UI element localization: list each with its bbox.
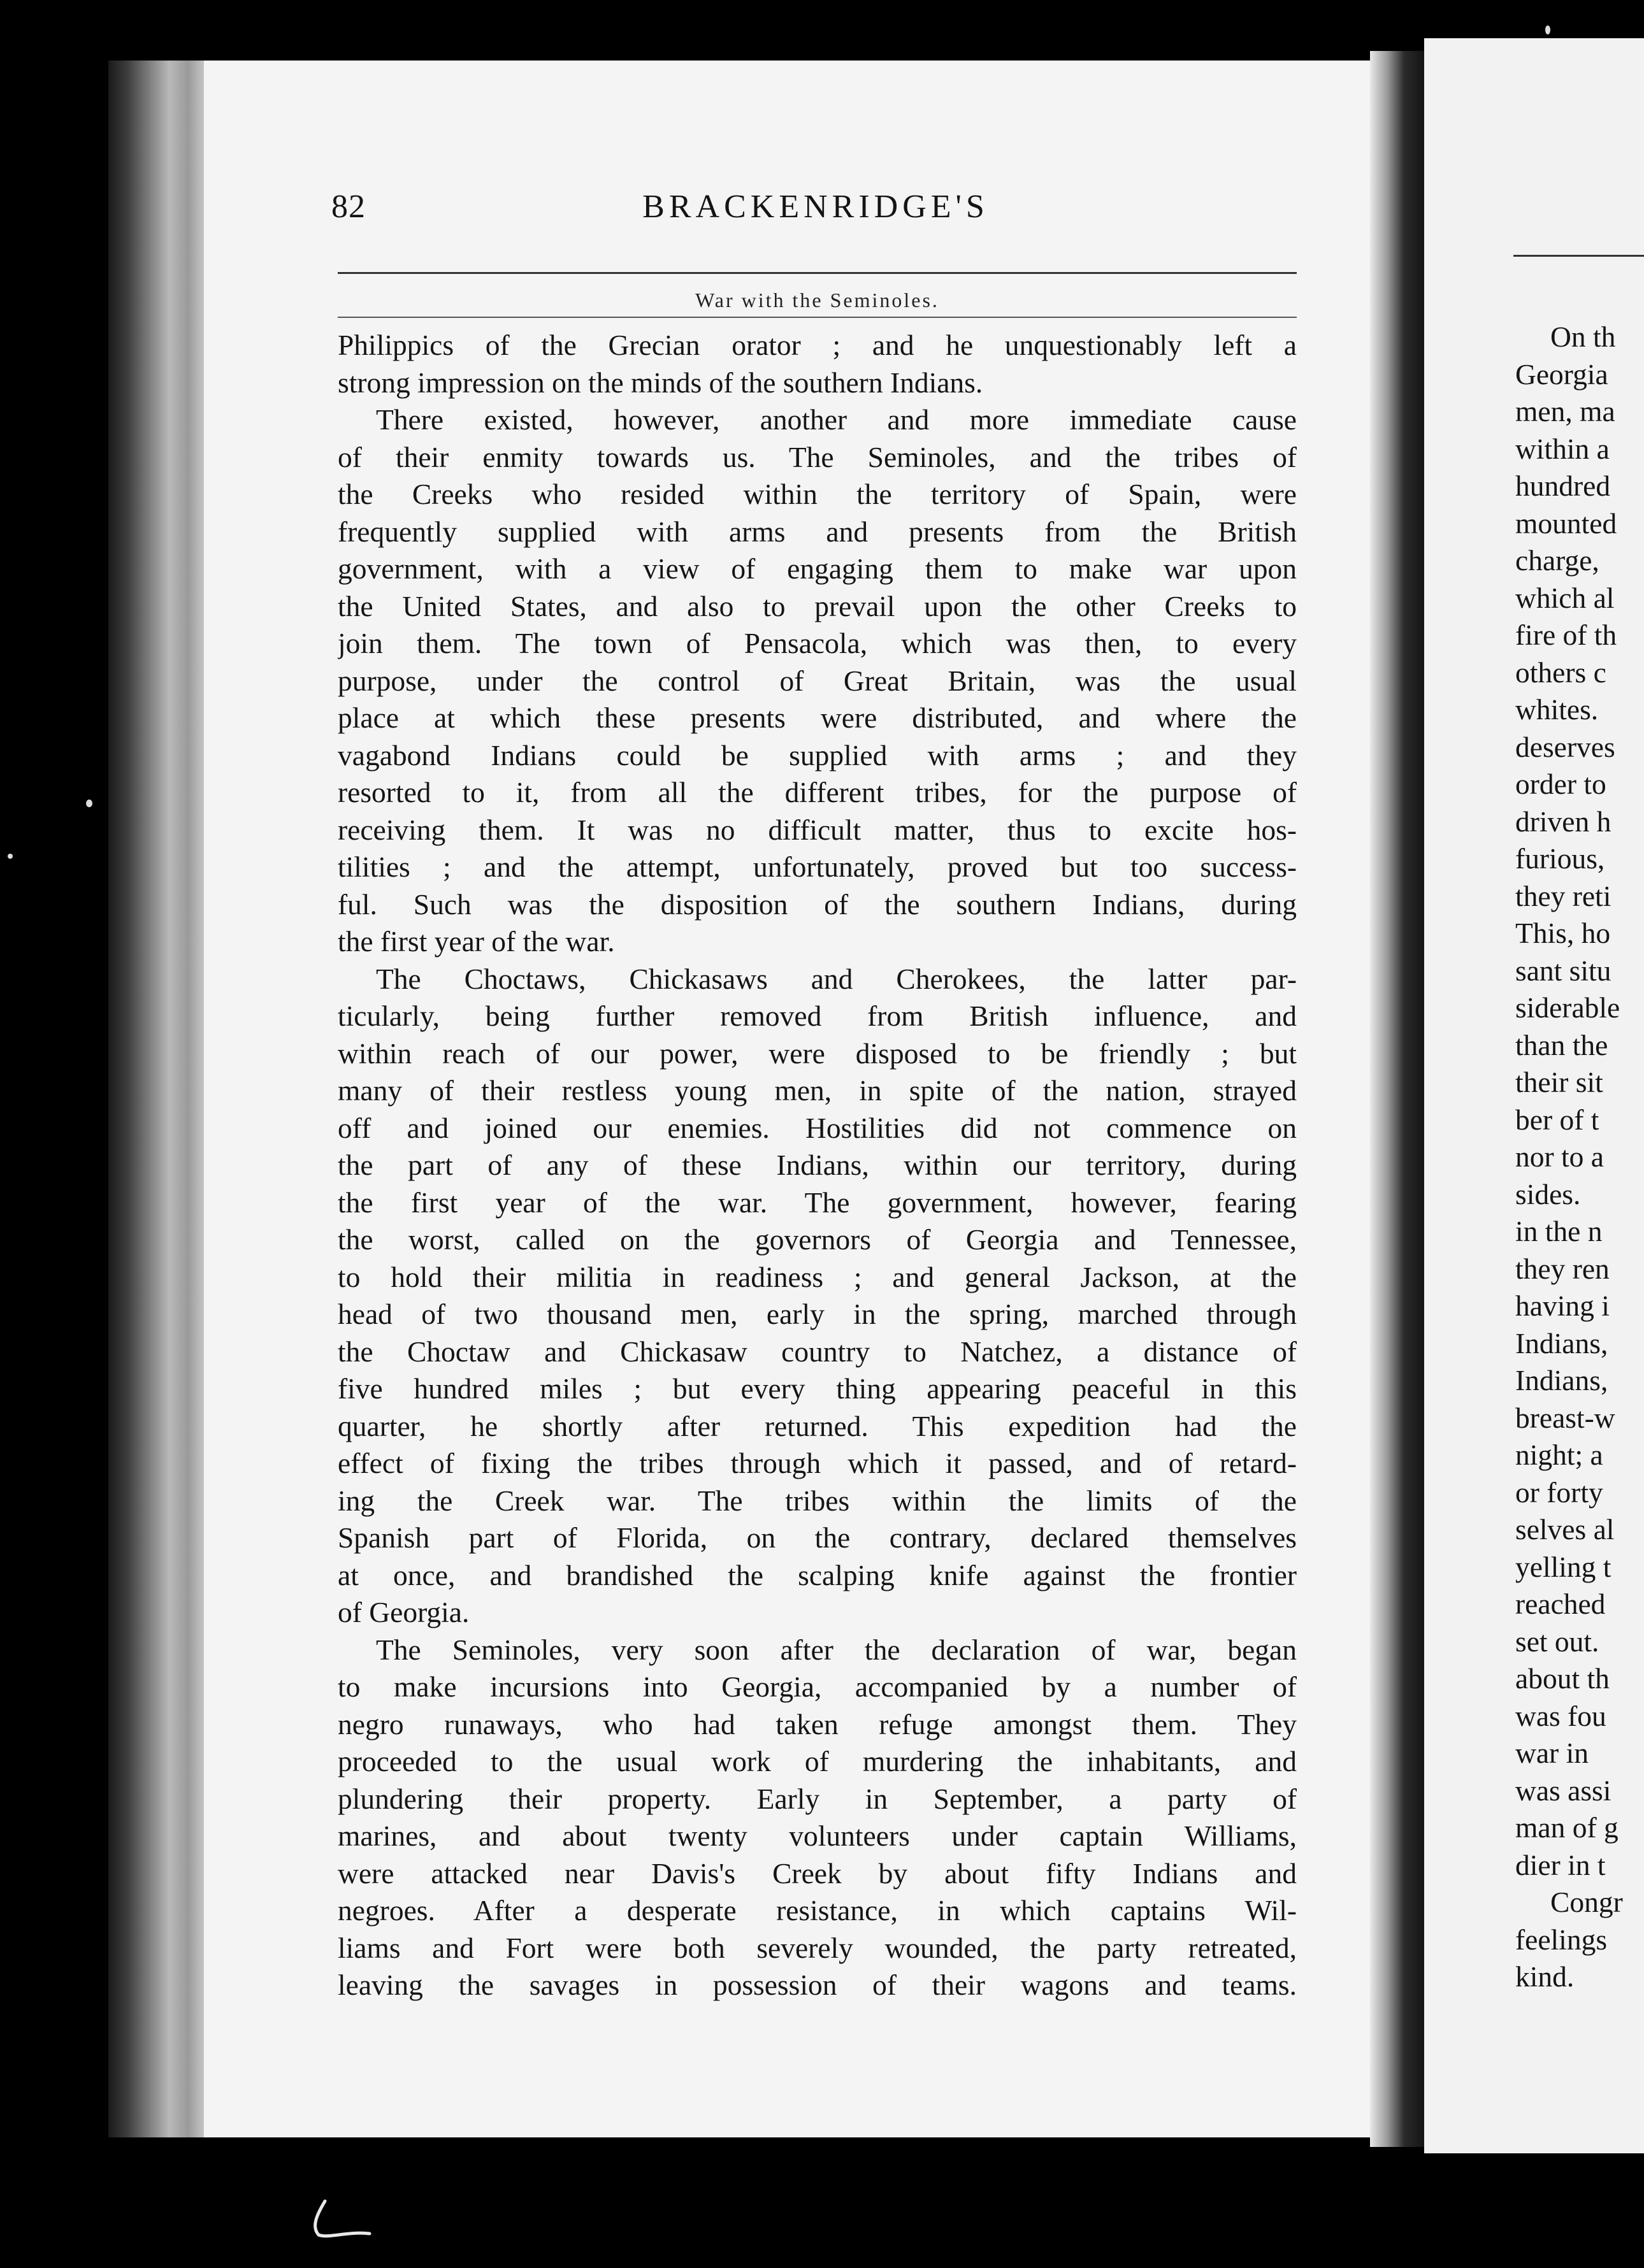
text-line: of Georgia. [338, 1596, 470, 1628]
text-line: off and joined our enemies. Hostilities did not commence on [338, 1111, 1297, 1144]
text-line: proceeded to the usual work of murdering the inhabitants, and [338, 1745, 1297, 1777]
text-line: within reach of our power, were disposed to be friendly ; but [338, 1037, 1297, 1070]
text-line: The Choctaws, Chickasaws and Cherokees, the latter par- [376, 962, 1297, 995]
text-line: plundering their property. Early in September, a party of [338, 1782, 1297, 1815]
text-line: negroes. After a desperate resistance, in which captains Wil- [338, 1894, 1297, 1927]
left-page [204, 61, 1389, 2137]
text-line: ticularly, being further removed from British influence, and [338, 1000, 1297, 1032]
text-line: negro runaways, who had taken refuge amongst them. They [338, 1707, 1297, 1740]
text-line: place at which these presents were distributed, and where the [338, 701, 1297, 734]
text-line: others c [1515, 656, 1606, 689]
text-line: the Creeks who resided within the territory of Spain, were [338, 478, 1297, 510]
text-line: On th [1550, 320, 1616, 353]
text-line: dier in t [1515, 1848, 1606, 1881]
text-line: within a [1515, 432, 1610, 465]
text-line: the United States, and also to prevail upon the other Creeks to [338, 589, 1297, 622]
text-line: order to [1515, 768, 1606, 800]
text-line: war in [1515, 1737, 1589, 1769]
text-line: hundred [1515, 470, 1611, 502]
text-line: This, ho [1515, 917, 1611, 949]
text-line: the first year of the war. The government, however, fearing [338, 1186, 1297, 1219]
pencil-mark [306, 2198, 376, 2243]
text-line: join them. The town of Pensacola, which was then, to every [338, 627, 1297, 659]
text-line: or forty [1515, 1475, 1603, 1509]
scan-speck [1545, 25, 1550, 34]
text-line: ber of t [1515, 1103, 1599, 1136]
text-line: selves al [1515, 1513, 1615, 1546]
text-line: the Choctaw and Chickasaw country to Natchez, a distance of [338, 1335, 1297, 1368]
text-line: leaving the savages in possession of their wagons and teams. [338, 1969, 1297, 2001]
text-line: was assi [1515, 1774, 1612, 1807]
text-line: Philippics of the Grecian orator ; and he unquestionably left a [338, 329, 1297, 361]
text-line: whites. [1515, 693, 1599, 726]
text-line: sides. [1515, 1177, 1581, 1210]
text-line: to hold their militia in readiness ; and general Jackson, at the [338, 1260, 1297, 1293]
text-line: nor to a [1515, 1140, 1604, 1173]
text-line: frequently supplied with arms and presents from the British [338, 515, 1297, 548]
text-line: the worst, called on the governors of Georgia and Tennessee, [338, 1223, 1297, 1256]
text-line: deserves [1515, 730, 1615, 763]
section-rule [338, 317, 1297, 318]
text-line: of their enmity towards us. The Seminoles, and the tribes of [338, 440, 1297, 473]
text-line: kind. [1515, 1960, 1575, 1993]
text-line: their sit [1515, 1066, 1603, 1098]
text-line: about th [1515, 1662, 1610, 1695]
text-line: which al [1515, 581, 1615, 614]
text-line: The Seminoles, very soon after the declaration of war, began [376, 1633, 1297, 1666]
text-line: driven h [1515, 805, 1612, 838]
text-line: fire of th [1515, 619, 1617, 651]
text-line: many of their restless young men, in spite of the nation, strayed [338, 1074, 1297, 1107]
text-line: tilities ; and the attempt, unfortunately, proved but too success- [338, 850, 1297, 883]
text-line: they ren [1515, 1252, 1610, 1285]
text-line: furious, [1515, 842, 1605, 875]
text-line: liams and Fort were both severely wounded, the party retreated, [338, 1931, 1297, 1964]
text-line: quarter, he shortly after returned. This expedition had the [338, 1409, 1297, 1442]
text-line: purpose, under the control of Great Britain, was the usual [338, 664, 1297, 697]
text-line: siderable [1515, 991, 1620, 1024]
text-line: mounted [1515, 506, 1617, 540]
text-line: night; a [1515, 1439, 1603, 1471]
text-line: men, ma [1515, 395, 1615, 427]
right-header-rule [1513, 255, 1644, 257]
right-body-text [1515, 319, 1644, 1996]
text-line: to make incursions into Georgia, accompanied by a number of [338, 1670, 1297, 1703]
book-spine-edge [108, 61, 210, 2137]
text-line: ing the Creek war. The tribes within the limits of the [338, 1484, 1297, 1517]
text-line: were attacked near Davis's Creek by about fifty Indians and [338, 1856, 1297, 1890]
text-line: Indians, [1515, 1364, 1608, 1396]
text-line: Indians, [1515, 1326, 1608, 1360]
text-line: resorted to it, from all the different tribes, for the purpose of [338, 776, 1297, 808]
page-number: 82 [331, 189, 366, 225]
text-line: head of two thousand men, early in the spring, marched through [338, 1298, 1297, 1330]
text-line: set out. [1515, 1625, 1599, 1658]
scan-speck [86, 800, 92, 807]
text-line: ful. Such was the disposition of the southern Indians, during [338, 887, 1297, 921]
text-line: Georgia [1515, 357, 1608, 391]
body-text [338, 327, 1297, 2004]
text-line: breast-w [1515, 1401, 1615, 1434]
text-line: vagabond Indians could be supplied with arms ; and they [338, 738, 1297, 772]
text-line: receiving them. It was no difficult matter, thus to excite hos- [338, 813, 1297, 846]
text-line: charge, [1515, 544, 1599, 577]
text-line: marines, and about twenty volunteers under captain Williams, [338, 1819, 1297, 1852]
text-line: the first year of the war. [338, 925, 615, 958]
text-line: strong impression on the minds of the southern Indians. [338, 366, 983, 399]
right-page [1424, 38, 1644, 2153]
text-line: effect of fixing the tribes through which it passed, and of retard- [338, 1447, 1297, 1479]
text-line: feelings [1515, 1923, 1608, 1956]
text-line: reached [1515, 1588, 1606, 1620]
text-line: yelling t [1515, 1550, 1612, 1583]
text-line: Spanish part of Florida, on the contrary, declared themselves [338, 1521, 1297, 1554]
text-line: was fou [1515, 1699, 1606, 1732]
text-line: man of g [1515, 1811, 1619, 1844]
text-line: the part of any of these Indians, within our territory, during [338, 1149, 1297, 1181]
text-line: than the [1515, 1028, 1608, 1061]
header-rule [338, 272, 1297, 274]
book-title: BRACKENRIDGE'S [642, 189, 989, 225]
scan-speck [8, 854, 13, 859]
section-title: War with the Seminoles. [695, 289, 939, 312]
page-gutter [1370, 51, 1427, 2147]
text-line: There existed, however, another and more immediate cause [376, 403, 1297, 436]
text-line: sant situ [1515, 954, 1612, 987]
text-line: at once, and brandished the scalping knife against the frontier [338, 1558, 1297, 1591]
text-line: having i [1515, 1289, 1610, 1322]
text-line: in the n [1515, 1215, 1603, 1247]
text-line: they reti [1515, 879, 1612, 912]
text-line: government, with a view of engaging them to make war upon [338, 552, 1297, 585]
text-line: Congr [1550, 1886, 1623, 1918]
running-head [331, 188, 1300, 245]
text-line: five hundred miles ; but every thing appearing peaceful in this [338, 1372, 1297, 1405]
